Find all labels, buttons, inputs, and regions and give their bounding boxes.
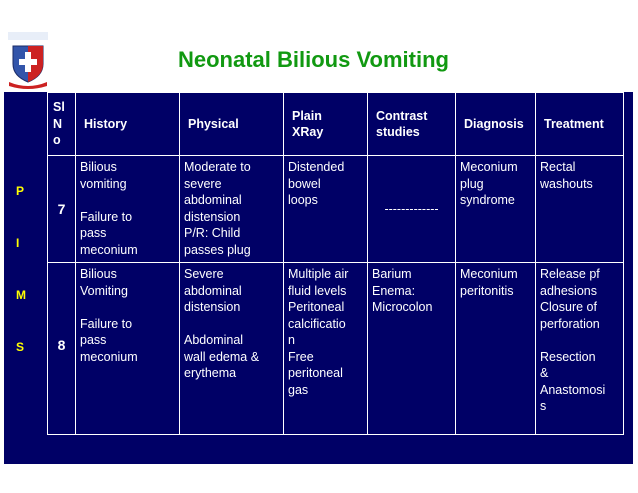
cell-contrast: Barium Enema: Microcolon: [368, 263, 456, 435]
header-xray: Plain XRay: [284, 93, 368, 156]
header-history: History: [76, 93, 180, 156]
cell-xray: Distended bowel loops: [284, 156, 368, 263]
table-header-row: [48, 93, 624, 156]
header-diagnosis: Diagnosis: [456, 93, 536, 156]
header-sno: Sl N o: [48, 93, 76, 156]
slide-title: Neonatal Bilious Vomiting: [178, 47, 449, 72]
cell-history: Bilious vomiting Failure to pass meconium: [76, 156, 180, 263]
side-label-m: M: [16, 288, 26, 302]
decorative-dot: [627, 75, 631, 79]
header-treatment: Treatment: [536, 93, 624, 156]
cell-diagnosis: Meconium plug syndrome: [456, 156, 536, 263]
cell-diagnosis: Meconium peritonitis: [456, 263, 536, 435]
side-label-i: I: [16, 236, 20, 250]
side-label-p: P: [16, 184, 25, 198]
header-physical: Physical: [180, 93, 284, 156]
cell-treatment: Rectal washouts: [536, 156, 624, 263]
row-sno: 8: [48, 263, 76, 435]
side-label-s: S: [16, 340, 25, 354]
table-row: [48, 156, 624, 263]
table-row: [48, 263, 624, 435]
cell-physical: Moderate to severe abdominal distension P/R: Child passes plug: [180, 156, 284, 263]
row-sno: 7: [48, 156, 76, 263]
institute-crest-icon: [5, 30, 51, 90]
cell-treatment: Release pf adhesions Closure of perforation Resection & Anastomosi s: [536, 263, 624, 435]
cell-contrast: -------------: [368, 156, 456, 263]
cell-physical: Severe abdominal distension Abdominal wall edema & erythema: [180, 263, 284, 435]
side-labels: [6, 96, 44, 462]
cell-xray: Multiple air fluid levels Peritoneal calcificatio n Free peritoneal gas: [284, 263, 368, 435]
comparison-table: [47, 92, 624, 435]
header-contrast: Contrast studies: [368, 93, 456, 156]
cell-history: Bilious Vomiting Failure to pass meconium: [76, 263, 180, 435]
